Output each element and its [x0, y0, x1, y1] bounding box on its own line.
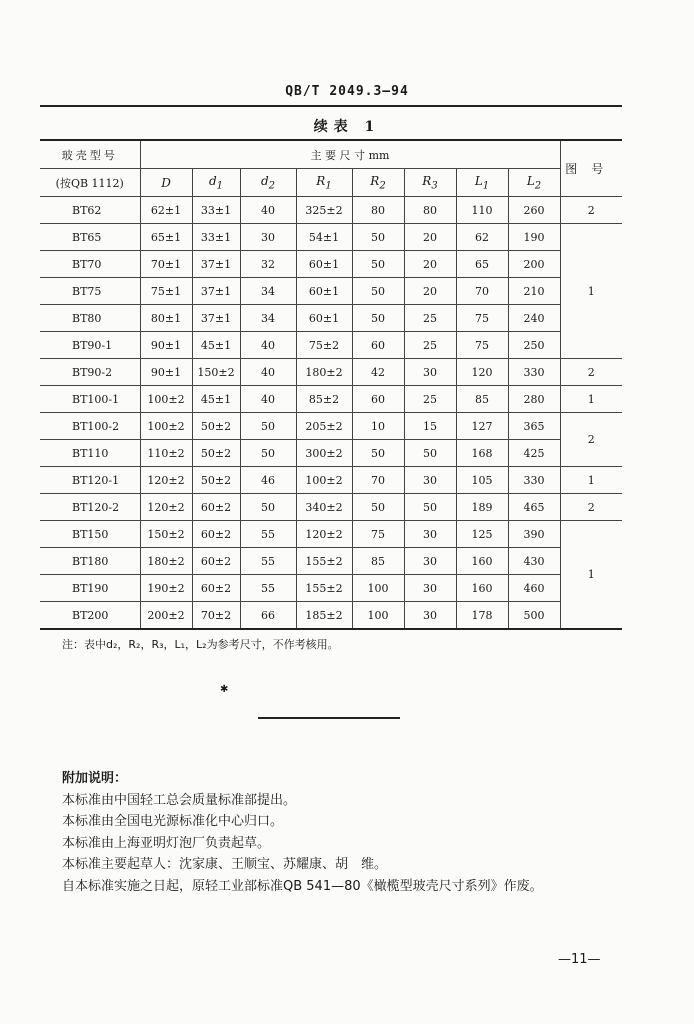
cell-d1: 37±1	[192, 278, 240, 305]
cell-R3: 30	[404, 548, 456, 575]
table-note: 注：表中d₂，R₂，R₃，L₁，L₂为参考尺寸，不作考核用。	[62, 638, 339, 651]
cell-D: 120±2	[140, 467, 192, 494]
cell-R3: 15	[404, 413, 456, 440]
cell-R1: 60±1	[296, 305, 352, 332]
cell-D: 180±2	[140, 548, 192, 575]
cell-R2: 75	[352, 521, 404, 548]
cell-d2: 50	[240, 413, 296, 440]
table-row	[40, 359, 622, 386]
cell-type: BT75	[40, 278, 140, 305]
cell-type: BT120-2	[40, 494, 140, 521]
cell-type: BT120-1	[40, 467, 140, 494]
col-d2-label: d	[260, 173, 269, 188]
cell-D: 190±2	[140, 575, 192, 602]
cell-L1: 62	[456, 224, 508, 251]
cell-L2: 250	[508, 332, 560, 359]
cell-D: 110±2	[140, 440, 192, 467]
cell-L2: 210	[508, 278, 560, 305]
cell-D: 90±1	[140, 359, 192, 386]
cell-D: 90±1	[140, 332, 192, 359]
col-R1	[296, 169, 352, 197]
cell-R1: 54±1	[296, 224, 352, 251]
cell-L2: 465	[508, 494, 560, 521]
cell-type: BT110	[40, 440, 140, 467]
cell-type: BT150	[40, 521, 140, 548]
cell-d1: 60±2	[192, 521, 240, 548]
cell-L1: 85	[456, 386, 508, 413]
cell-D: 150±2	[140, 521, 192, 548]
cell-d1: 45±1	[192, 332, 240, 359]
cell-d2: 55	[240, 521, 296, 548]
appendix-line: 本标准主要起草人：沈家康、王顺宝、苏耀康、胡 维。	[62, 857, 388, 872]
cell-L1: 75	[456, 305, 508, 332]
main-dimensions-header	[140, 140, 560, 169]
cell-L2: 460	[508, 575, 560, 602]
cell-L2: 330	[508, 467, 560, 494]
cell-d1: 33±1	[192, 197, 240, 224]
cell-d1: 150±2	[192, 359, 240, 386]
appendix-line: 本标准由全国电光源标准化中心归口。	[62, 814, 284, 829]
cell-R1: 205±2	[296, 413, 352, 440]
cell-R3: 30	[404, 521, 456, 548]
appendix-line: 自本标准实施之日起，原轻工业部标准QB 541—80《橄榄型玻壳尺寸系列》作废。	[62, 878, 543, 894]
table-body	[40, 197, 622, 630]
table-row	[40, 521, 622, 548]
cell-R3: 30	[404, 467, 456, 494]
cell-R1: 60±1	[296, 251, 352, 278]
col-D-label: D	[161, 175, 171, 190]
cell-type: BT100-2	[40, 413, 140, 440]
document-code: QB/T 2049.3—94	[285, 84, 409, 99]
cell-R2: 50	[352, 278, 404, 305]
cell-R3: 30	[404, 575, 456, 602]
cell-figure-number: 1	[560, 521, 622, 630]
cell-R3: 20	[404, 224, 456, 251]
cell-L1: 168	[456, 440, 508, 467]
table-row	[40, 602, 622, 630]
appendix-line: 本标准由中国轻工总会质量标准部提出。	[62, 792, 297, 808]
cell-R3: 30	[404, 359, 456, 386]
cell-d2: 32	[240, 251, 296, 278]
col-L1-label: L	[474, 173, 483, 188]
cell-R1: 155±2	[296, 575, 352, 602]
cell-d1: 60±2	[192, 548, 240, 575]
cell-R2: 50	[352, 224, 404, 251]
cell-L1: 110	[456, 197, 508, 224]
cell-type: BT180	[40, 548, 140, 575]
cell-L2: 365	[508, 413, 560, 440]
page-mark: ✱	[220, 684, 229, 695]
cell-L1: 70	[456, 278, 508, 305]
cell-d2: 50	[240, 494, 296, 521]
cell-R2: 50	[352, 440, 404, 467]
cell-R2: 60	[352, 386, 404, 413]
header-rule	[40, 105, 622, 107]
cell-d2: 34	[240, 278, 296, 305]
col-R1-sub: 1	[325, 180, 332, 192]
cell-type: BT100-1	[40, 386, 140, 413]
appendix-title: 附加说明：	[62, 771, 128, 786]
cell-R2: 70	[352, 467, 404, 494]
table-row	[40, 278, 622, 305]
cell-d1: 70±2	[192, 602, 240, 630]
cell-R1: 300±2	[296, 440, 352, 467]
cell-R2: 50	[352, 494, 404, 521]
col-D	[140, 169, 192, 197]
cell-R3: 25	[404, 386, 456, 413]
cell-d1: 50±2	[192, 413, 240, 440]
cell-figure-number: 1	[560, 224, 622, 359]
col-R3-label: R	[422, 173, 432, 188]
cell-R1: 120±2	[296, 521, 352, 548]
table-title: 续表 1	[313, 119, 381, 135]
cell-R2: 10	[352, 413, 404, 440]
cell-R2: 100	[352, 575, 404, 602]
cell-L1: 127	[456, 413, 508, 440]
cell-L1: 125	[456, 521, 508, 548]
cell-R3: 80	[404, 197, 456, 224]
cell-d1: 45±1	[192, 386, 240, 413]
cell-L2: 280	[508, 386, 560, 413]
cell-d1: 33±1	[192, 224, 240, 251]
cell-R3: 25	[404, 305, 456, 332]
cell-d2: 66	[240, 602, 296, 630]
table-row	[40, 224, 622, 251]
cell-R1: 75±2	[296, 332, 352, 359]
cell-R1: 60±1	[296, 278, 352, 305]
table-row	[40, 386, 622, 413]
cell-D: 100±2	[140, 386, 192, 413]
cell-figure-number: 2	[560, 359, 622, 386]
cell-R2: 85	[352, 548, 404, 575]
cell-type: BT190	[40, 575, 140, 602]
cell-L1: 178	[456, 602, 508, 630]
table-row	[40, 197, 622, 224]
cell-R2: 60	[352, 332, 404, 359]
unit-label: mm	[368, 148, 390, 162]
cell-d1: 50±2	[192, 467, 240, 494]
cell-R3: 20	[404, 278, 456, 305]
cell-L2: 425	[508, 440, 560, 467]
cell-figure-number: 2	[560, 494, 622, 521]
cell-L1: 160	[456, 575, 508, 602]
cell-figure-number: 1	[560, 386, 622, 413]
col-R2-sub: 2	[379, 180, 386, 192]
cell-R3: 30	[404, 602, 456, 630]
cell-d2: 40	[240, 332, 296, 359]
cell-type: BT70	[40, 251, 140, 278]
cell-type: BT65	[40, 224, 140, 251]
cell-L1: 160	[456, 548, 508, 575]
cell-d1: 37±1	[192, 251, 240, 278]
cell-R3: 50	[404, 494, 456, 521]
table-row	[40, 494, 622, 521]
table-row	[40, 548, 622, 575]
cell-R2: 50	[352, 305, 404, 332]
appendix	[62, 768, 662, 897]
cell-L2: 200	[508, 251, 560, 278]
cell-R1: 340±2	[296, 494, 352, 521]
cell-R1: 155±2	[296, 548, 352, 575]
cell-R2: 80	[352, 197, 404, 224]
col-d1	[192, 169, 240, 197]
cell-type: BT80	[40, 305, 140, 332]
cell-L1: 75	[456, 332, 508, 359]
cell-R3: 50	[404, 440, 456, 467]
col-R3-sub: 3	[431, 180, 438, 192]
cell-R3: 25	[404, 332, 456, 359]
cell-D: 80±1	[140, 305, 192, 332]
cell-R1: 185±2	[296, 602, 352, 630]
cell-d2: 46	[240, 467, 296, 494]
figure-number-header: 图号	[560, 140, 622, 197]
cell-R1: 325±2	[296, 197, 352, 224]
cell-L1: 120	[456, 359, 508, 386]
dimension-table	[40, 139, 622, 630]
cell-type: BT62	[40, 197, 140, 224]
cell-type: BT90-1	[40, 332, 140, 359]
cell-figure-number: 2	[560, 197, 622, 224]
cell-L2: 190	[508, 224, 560, 251]
cell-L1: 65	[456, 251, 508, 278]
cell-figure-number: 2	[560, 413, 622, 467]
col-L2-label: L	[526, 173, 535, 188]
cell-D: 65±1	[140, 224, 192, 251]
cell-d1: 37±1	[192, 305, 240, 332]
cell-d2: 50	[240, 440, 296, 467]
cell-d2: 30	[240, 224, 296, 251]
cell-R2: 50	[352, 251, 404, 278]
cell-D: 120±2	[140, 494, 192, 521]
cell-D: 75±1	[140, 278, 192, 305]
cell-D: 100±2	[140, 413, 192, 440]
cell-L2: 330	[508, 359, 560, 386]
cell-L2: 390	[508, 521, 560, 548]
cell-d2: 40	[240, 197, 296, 224]
cell-L2: 500	[508, 602, 560, 630]
cell-R2: 100	[352, 602, 404, 630]
cell-d1: 60±2	[192, 494, 240, 521]
cell-D: 200±2	[140, 602, 192, 630]
col-R3	[404, 169, 456, 197]
cell-L2: 430	[508, 548, 560, 575]
col-d1-label: d	[208, 173, 217, 188]
col-L2-sub: 2	[534, 180, 542, 192]
cell-d2: 40	[240, 386, 296, 413]
cell-type: BT90-2	[40, 359, 140, 386]
cell-L1: 105	[456, 467, 508, 494]
end-rule	[258, 717, 400, 719]
appendix-line: 本标准由上海亚明灯泡厂负责起草。	[62, 835, 271, 851]
cell-R1: 100±2	[296, 467, 352, 494]
cell-d2: 40	[240, 359, 296, 386]
col-R1-label: R	[316, 173, 326, 188]
cell-R1: 85±2	[296, 386, 352, 413]
col-L1-sub: 1	[482, 180, 490, 192]
table-row	[40, 467, 622, 494]
cell-R3: 20	[404, 251, 456, 278]
table-row	[40, 251, 622, 278]
col-L2	[508, 169, 560, 197]
type-header-line1: 玻壳型号	[40, 140, 140, 169]
col-R2-label: R	[370, 173, 380, 188]
table-row	[40, 413, 622, 440]
cell-d1: 60±2	[192, 575, 240, 602]
cell-d2: 55	[240, 575, 296, 602]
cell-D: 70±1	[140, 251, 192, 278]
cell-L2: 260	[508, 197, 560, 224]
cell-type: BT200	[40, 602, 140, 630]
main-dimensions-label: 主 要 尺 寸	[310, 148, 366, 162]
col-R2	[352, 169, 404, 197]
cell-R1: 180±2	[296, 359, 352, 386]
type-header-line2: (按QB 1112)	[40, 169, 140, 197]
cell-L1: 189	[456, 494, 508, 521]
col-d1-sub: 1	[216, 180, 224, 192]
table-row	[40, 575, 622, 602]
page-number: —11—	[558, 952, 601, 967]
col-d2	[240, 169, 296, 197]
table-row	[40, 440, 622, 467]
cell-figure-number: 1	[560, 467, 622, 494]
cell-D: 62±1	[140, 197, 192, 224]
col-d2-sub: 2	[268, 180, 276, 192]
table-row	[40, 305, 622, 332]
cell-R2: 42	[352, 359, 404, 386]
cell-L2: 240	[508, 305, 560, 332]
col-L1	[456, 169, 508, 197]
cell-d2: 34	[240, 305, 296, 332]
cell-d1: 50±2	[192, 440, 240, 467]
cell-d2: 55	[240, 548, 296, 575]
table-row	[40, 332, 622, 359]
